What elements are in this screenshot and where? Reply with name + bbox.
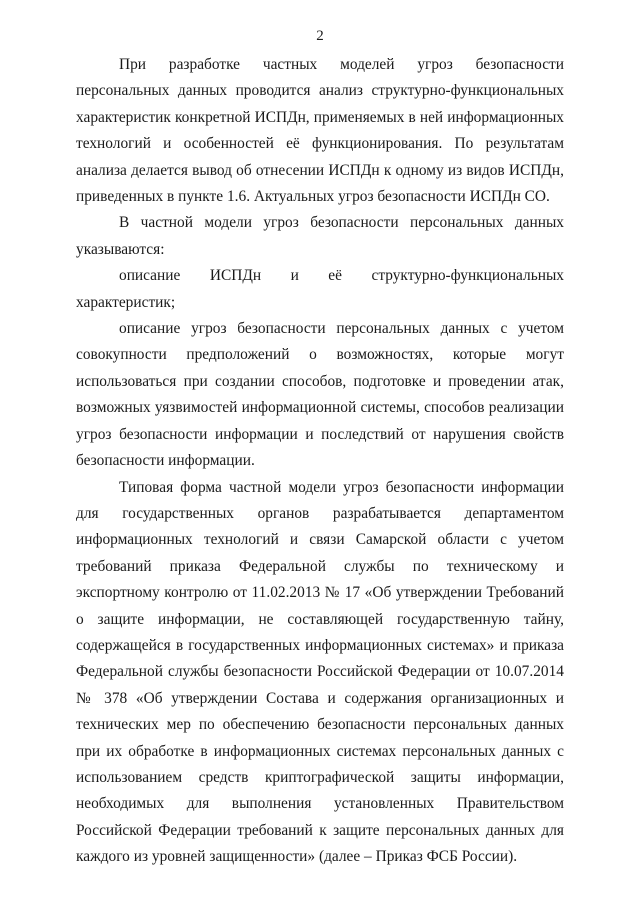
paragraph-typical-form: Типовая форма частной модели угроз безопасности информации для государственных органов разрабатывается департаментом информационных технологий и связи Самарской области с учетом требований приказа Федеральной службы по техническому и экспортному контролю от 11.02.2013 № 17 «Об утверждении Требований о защите информации, не составляющей государственную тайну, содержащейся в государственных информационных системах» и приказа Федеральной службы безопасности Российской Федерации от 10.07.2014 № 378 «Об утверждении Состава и содержания организационных и технических мер по обеспечению безопасности персональных данных при их обработке в информационных системах персональных данных с использованием средств криптографической защиты информации, необходимых для выполнения установленных Правительством Российской Федерации требований к защите персональных данных для каждого из уровней защищенности» (далее – Приказ ФСБ России). — [76, 478, 564, 866]
list-item-threat-description: описание угроз безопасности персональных данных с учетом совокупности предположений о возможностях, которые могут использоваться при создании способов, подготовке и проведении атак, возможных уязвимостей информационной системы, способов реализации угроз безопасности информации и последствий от нарушения свойств безопасности информации. — [76, 320, 564, 470]
document-body — [76, 52, 564, 871]
page-number: 2 — [316, 28, 324, 44]
paragraph-model-contents-intro: В частной модели угроз безопасности персональных данных указываются: — [76, 214, 564, 258]
paragraph-model-development: При разработке частных моделей угроз безопасности персональных данных проводится анализ структурно-функциональных характеристик конкретной ИСПДн, применяемых в ней информационных технологий и особенностей её функционирования. По результатам анализа делается вывод об отнесении ИСПДн к одному из видов ИСПДн, приведенных в пункте 1.6. Актуальных угроз безопасности ИСПДн СО. — [76, 56, 564, 206]
list-item-ispdn-description: описание ИСПДн и её структурно-функциональных характеристик; — [76, 267, 564, 311]
